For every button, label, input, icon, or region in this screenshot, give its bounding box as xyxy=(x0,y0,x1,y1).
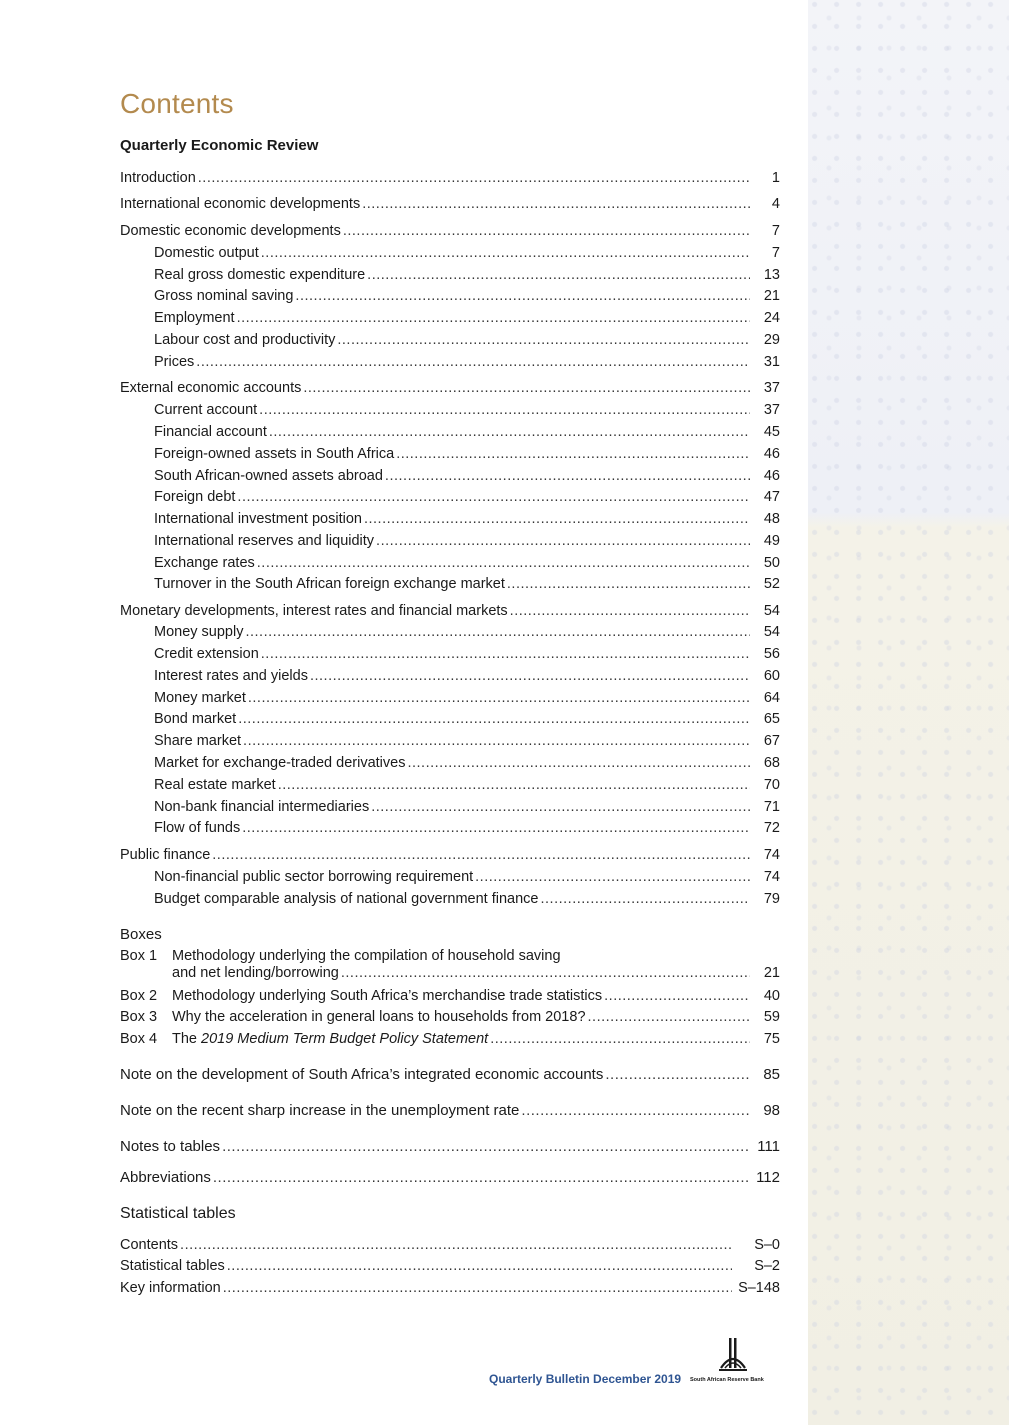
toc-entry-prices[interactable]: Prices ..... 31 xyxy=(154,352,780,372)
page-number: 37 xyxy=(763,380,780,396)
toc-entry-public-finance[interactable]: Public finance ..... 74 xyxy=(120,845,780,865)
page-number: 70 xyxy=(763,777,780,793)
page-number: 37 xyxy=(763,402,780,418)
page-number: 64 xyxy=(763,690,780,706)
toc-entry-external[interactable]: External economic accounts ..... 37 xyxy=(120,378,780,398)
toc-entry-labour-cost[interactable]: Labour cost and productivity ..... 29 xyxy=(154,330,780,350)
toc-entry-money-supply[interactable]: Money supply ..... 54 xyxy=(154,622,780,642)
page-number: 13 xyxy=(763,267,780,283)
toc-entry-current-account[interactable]: Current account ..... 37 xyxy=(154,400,780,420)
toc-entry-gross-nominal-saving[interactable]: Gross nominal saving ..... 21 xyxy=(154,286,780,306)
page-number: 46 xyxy=(763,468,780,484)
toc-entry-iip[interactable]: International investment position ..... 48 xyxy=(154,509,780,529)
toc-entry-money-market[interactable]: Money market ..... 64 xyxy=(154,688,780,708)
page-number: 45 xyxy=(763,424,780,440)
page-number: 7 xyxy=(771,223,780,239)
page-number: 50 xyxy=(763,555,780,571)
page-number: 68 xyxy=(763,755,780,771)
page-number: 56 xyxy=(763,646,780,662)
page-number: 54 xyxy=(763,624,780,640)
footer-bank-name: South African Reserve Bank xyxy=(690,1377,764,1383)
page-number: 71 xyxy=(763,799,780,815)
page-number: 46 xyxy=(763,446,780,462)
page-number: 21 xyxy=(763,965,780,981)
page-number: 72 xyxy=(763,820,780,836)
toc-entry-international[interactable]: International economic developments ..... 4 xyxy=(120,194,780,214)
page-number: 74 xyxy=(763,847,780,863)
toc-entry-domestic-output[interactable]: Domestic output ..... 7 xyxy=(154,243,780,263)
toc-entry-real-estate[interactable]: Real estate market ..... 70 xyxy=(154,775,780,795)
page-number: 85 xyxy=(763,1066,780,1083)
toc-entry-credit-extension[interactable]: Credit extension ..... 56 xyxy=(154,644,780,664)
toc-notes-to-tables[interactable]: Notes to tables ..... 111 xyxy=(120,1137,780,1157)
section-title: Quarterly Economic Review xyxy=(120,137,319,154)
sarb-logo-icon xyxy=(715,1336,751,1376)
toc-entry-interest-rates[interactable]: Interest rates and yields ..... 60 xyxy=(154,666,780,686)
toc-box-1-line1[interactable]: Box 1 Methodology underlying the compilation of household saving xyxy=(120,948,561,964)
toc-entry-reserves[interactable]: International reserves and liquidity ..... 49 xyxy=(154,531,780,551)
toc-entry-introduction[interactable]: Introduction ..... 1 xyxy=(120,168,780,188)
page-number: 74 xyxy=(763,869,780,885)
toc-box-3[interactable]: Box 3 Why the acceleration in general loans to households from 2018? ..... 59 xyxy=(120,1007,780,1027)
page-number: 48 xyxy=(763,511,780,527)
toc-abbreviations[interactable]: Abbreviations ..... 112 xyxy=(120,1168,780,1188)
toc-entry-real-gross-domestic-expenditure[interactable]: Real gross domestic expenditure ..... 13 xyxy=(154,265,780,285)
toc-entry-foreign-debt[interactable]: Foreign debt ..... 47 xyxy=(154,487,780,507)
toc-note-integrated-accounts[interactable]: Note on the development of South Africa’s integrated economic accounts ..... 85 xyxy=(120,1065,780,1085)
toc-entry-derivatives[interactable]: Market for exchange-traded derivatives ..... 68 xyxy=(154,753,780,773)
toc-entry-employment[interactable]: Employment ..... 24 xyxy=(154,308,780,328)
toc-entry-foreign-owned-assets[interactable]: Foreign-owned assets in South Africa ..... 46 xyxy=(154,444,780,464)
toc-box-4[interactable]: Box 4 The 2019 Medium Term Budget Policy Statement ..... 75 xyxy=(120,1029,780,1049)
page-number: 49 xyxy=(763,533,780,549)
toc-entry-bond-market[interactable]: Bond market ..... 65 xyxy=(154,709,780,729)
page-number: 7 xyxy=(771,245,780,261)
toc-box-1-line2[interactable]: and net lending/borrowing ..... 21 xyxy=(172,963,780,983)
page-number: S–148 xyxy=(738,1280,780,1296)
toc-entry-borrowing-requirement[interactable]: Non-financial public sector borrowing requirement ..... 74 xyxy=(154,867,780,887)
toc-entry-nbfi[interactable]: Non-bank financial intermediaries ..... 71 xyxy=(154,797,780,817)
page-number: 65 xyxy=(763,711,780,727)
page-number: 59 xyxy=(763,1009,780,1025)
page-number: 79 xyxy=(763,891,780,907)
toc-entry-share-market[interactable]: Share market ..... 67 xyxy=(154,731,780,751)
page-number: 111 xyxy=(757,1138,780,1155)
toc-stat-contents[interactable]: Contents ..... S–0 xyxy=(120,1235,780,1255)
page-number: S–2 xyxy=(754,1258,780,1274)
page-number: 54 xyxy=(763,603,780,619)
toc-stat-key-information[interactable]: Key information ..... S–148 xyxy=(120,1278,780,1298)
page-number: S–0 xyxy=(754,1237,780,1253)
decorative-side-panel xyxy=(808,0,1009,1425)
toc-entry-financial-account[interactable]: Financial account ..... 45 xyxy=(154,422,780,442)
toc-entry-domestic[interactable]: Domestic economic developments ..... 7 xyxy=(120,221,780,241)
toc-entry-fx-turnover[interactable]: Turnover in the South African foreign exchange market ..... 52 xyxy=(154,574,780,594)
page-number: 60 xyxy=(763,668,780,684)
page-number: 1 xyxy=(771,170,780,186)
page-number: 112 xyxy=(756,1169,780,1186)
page-title: Contents xyxy=(120,88,234,119)
page-number: 47 xyxy=(763,489,780,505)
toc-stat-tables[interactable]: Statistical tables ..... S–2 xyxy=(120,1256,780,1276)
toc-entry-monetary[interactable]: Monetary developments, interest rates and financial markets ..... 54 xyxy=(120,601,780,621)
page-number: 31 xyxy=(763,354,780,370)
toc-entry-flow-of-funds[interactable]: Flow of funds ..... 72 xyxy=(154,818,780,838)
page-number: 4 xyxy=(771,196,780,212)
statistical-tables-heading: Statistical tables xyxy=(120,1205,236,1222)
page-number: 40 xyxy=(763,988,780,1004)
toc-note-unemployment[interactable]: Note on the recent sharp increase in the unemployment rate ..... 98 xyxy=(120,1101,780,1121)
toc-entry-exchange-rates[interactable]: Exchange rates ..... 50 xyxy=(154,553,780,573)
boxes-heading: Boxes xyxy=(120,926,162,943)
page-number: 98 xyxy=(763,1102,780,1119)
toc-box-2[interactable]: Box 2 Methodology underlying South Africa’s merchandise trade statistics ..... 40 xyxy=(120,986,780,1006)
page-number: 52 xyxy=(763,576,780,592)
footer-publication: Quarterly Bulletin December 2019 xyxy=(489,1372,682,1386)
page-number: 75 xyxy=(763,1031,780,1047)
toc-entry-budget-analysis[interactable]: Budget comparable analysis of national government finance ..... 79 xyxy=(154,889,780,909)
toc-entry-sa-owned-assets[interactable]: South African-owned assets abroad ..... 46 xyxy=(154,466,780,486)
page-number: 24 xyxy=(763,310,780,326)
page-number: 29 xyxy=(763,332,780,348)
page-number: 67 xyxy=(763,733,780,749)
page-number: 21 xyxy=(763,288,780,304)
